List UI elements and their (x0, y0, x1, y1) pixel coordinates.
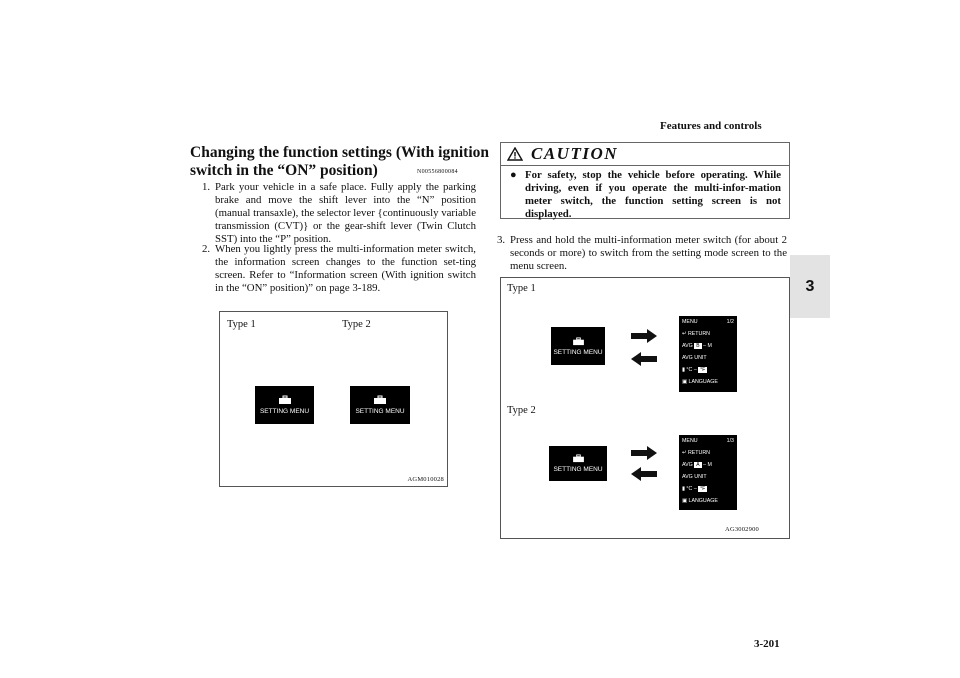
menu-title-row (679, 316, 737, 328)
arrow-left-icon (631, 352, 657, 366)
avg-value: B (696, 343, 700, 349)
menu-screen-type2 (679, 435, 737, 510)
menu-avg-row: AVG A – M (682, 462, 712, 468)
menu-lang-row (679, 495, 737, 507)
step-text: Park your vehicle in a safe place. Fully apply the parking brake and move the shift lever into the “N” position (manual transaxle), the selector lever {continuously variable transmission (CVT)} or the gear-shift lever (Twin Clutch SST) into the “P” position. (215, 181, 476, 245)
section-title: Changing the function settings (With ignition switch in the “ON” position) (190, 144, 490, 179)
caution-text: For safety, stop the vehicle before operating. While driving, even if you operate the multi-infor-mation meter switch, the function setting screen is not displayed. (525, 169, 781, 220)
figure-setting-menu (219, 311, 448, 487)
menu-return-row (679, 447, 737, 459)
avg-value: A (696, 462, 700, 468)
toolbox-icon (572, 454, 585, 463)
step-number: 3. (497, 234, 506, 246)
menu-temp-row: ▮ °C – °F (682, 367, 706, 373)
arrow-right-icon (631, 446, 657, 460)
caution-heading: CAUTION (531, 144, 619, 163)
step-text: When you lightly press the multi-information meter switch, the information screen changes to the function set-ting screen. Refer to “Information screen (With ignition switch in the “ON” position)” on page 3-189. (215, 243, 476, 294)
menu-title: MENU (682, 319, 698, 325)
setting-menu-text: SETTING MENU (553, 466, 603, 473)
menu-return: RETURN (687, 331, 711, 337)
step-number: 2. (202, 243, 211, 255)
figure-code: AG3002900 (725, 526, 759, 533)
thermometer-icon: ▮ (682, 486, 685, 492)
arrow-left-icon (631, 467, 657, 481)
page-number: 3-201 (754, 638, 780, 650)
temp-f: °F (700, 486, 706, 492)
temp-c: °C (686, 486, 693, 492)
menu-return-row (679, 328, 737, 340)
step-number: 1. (202, 181, 211, 193)
toolbox-icon (278, 395, 292, 405)
figure-menu-screens (500, 277, 790, 539)
arrow-right-icon (631, 329, 657, 343)
avg-alt: M (707, 462, 712, 468)
menu-page: 1/3 (726, 438, 734, 444)
figure-code: AGM010028 (407, 476, 444, 483)
setting-menu-text: SETTING MENU (355, 408, 405, 415)
menu-title: MENU (682, 438, 698, 444)
menu-title-row (679, 435, 737, 447)
figure-type2-label: Type 2 (507, 405, 536, 416)
bullet-icon: ● (510, 169, 517, 181)
setting-screen-type2 (350, 386, 410, 424)
menu-avg: AVG (682, 343, 693, 349)
step-2 (202, 243, 476, 295)
menu-screen-type1 (679, 316, 737, 392)
menu-language: LANGUAGE (688, 379, 718, 385)
figure-type1-label: Type 1 (227, 319, 256, 330)
menu-avg: AVG (682, 462, 693, 468)
caution-box (500, 142, 790, 219)
menu-return: RETURN (687, 450, 711, 456)
menu-unit-row (679, 352, 737, 364)
caution-header (501, 143, 789, 166)
temp-c: °C (686, 367, 693, 373)
setting-menu-text: SETTING MENU (553, 348, 603, 356)
chapter-tab: 3 (790, 255, 830, 318)
menu-temp-row: ▮ °C – °F (682, 486, 706, 492)
thermometer-icon: ▮ (682, 367, 685, 373)
menu-unit-row (679, 471, 737, 483)
setting-screen-type1 (551, 327, 605, 365)
section-code: N00556800084 (417, 169, 458, 175)
toolbox-icon (373, 395, 387, 405)
avg-alt: M (707, 343, 712, 349)
menu-avg-unit: AVG UNIT (682, 474, 707, 480)
return-icon: ↵ (682, 450, 687, 456)
warning-triangle-icon (507, 147, 523, 161)
language-icon: ▣ (682, 498, 688, 504)
language-icon: ▣ (682, 379, 688, 385)
step-text: Press and hold the multi-information meter switch (for about 2 seconds or more) to switch from the setting mode screen to the menu screen. (510, 234, 787, 272)
setting-screen-type2 (549, 446, 607, 481)
menu-avg-unit: AVG UNIT (682, 355, 707, 361)
temp-f: °F (700, 367, 706, 373)
caution-text-block (501, 166, 789, 225)
menu-lang-row (679, 376, 737, 388)
menu-language: LANGUAGE (688, 498, 718, 504)
step-1 (202, 181, 476, 246)
setting-menu-text: SETTING MENU (259, 408, 310, 415)
return-icon: ↵ (682, 331, 687, 337)
toolbox-icon (572, 337, 585, 346)
step-3 (497, 234, 787, 273)
figure-type2-label: Type 2 (342, 319, 371, 330)
figure-type1-label: Type 1 (507, 283, 536, 294)
menu-avg-row: AVG B – M (682, 343, 712, 349)
setting-screen-type1 (255, 386, 314, 424)
running-header: Features and controls (660, 120, 762, 132)
menu-page: 1/2 (726, 319, 734, 325)
